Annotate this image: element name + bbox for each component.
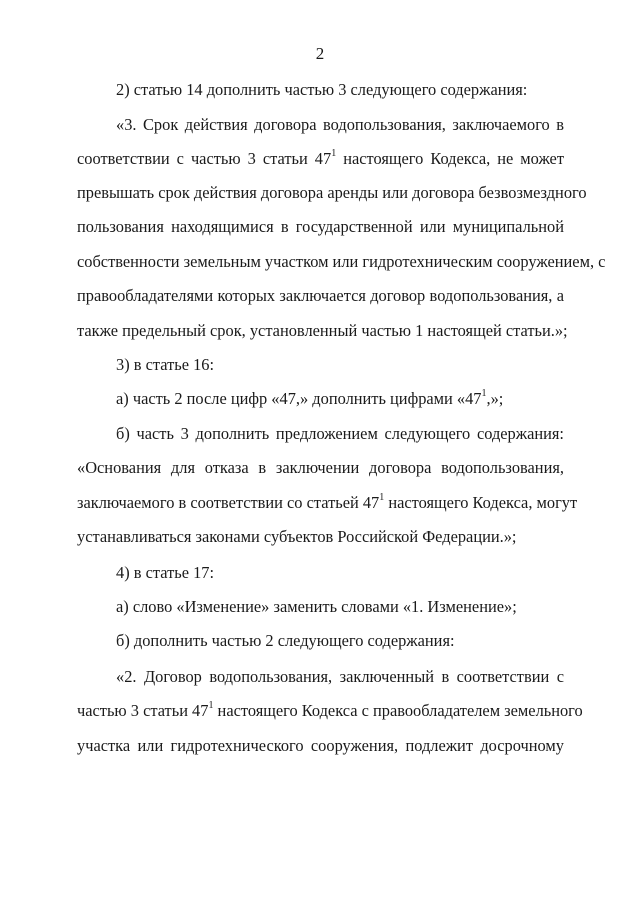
text-line: б) часть 3 дополнить предложением следующего содержания: (116, 424, 564, 443)
text-fragment: заключаемого в соответствии со статьей 47 (77, 493, 380, 512)
text-line: б) дополнить частью 2 следующего содержания: (116, 631, 455, 650)
superscript: 1 (379, 491, 385, 503)
text-fragment: настоящего Кодекса, не может (336, 149, 564, 168)
text-line: а) слово «Изменение» заменить словами «1. Изменение»; (116, 597, 517, 616)
text-fragment: а) часть 2 после цифр «47,» дополнить цифрами «47 (116, 389, 482, 408)
text-line: собственности земельным участком или гидротехническим сооружением, с (77, 252, 606, 271)
text-line: также предельный срок, установленный частью 1 настоящей статьи.»; (77, 321, 568, 340)
text-line (77, 699, 583, 721)
text-fragment: настоящего Кодекса с правообладателем земельного (213, 701, 583, 720)
superscript: 1 (331, 147, 337, 159)
text-line: пользования находящимися в государственной или муниципальной (77, 217, 564, 236)
text-line: «3. Срок действия договора водопользования, заключаемого в (116, 115, 564, 134)
text-line: 3) в статье 16: (116, 355, 215, 374)
text-line: устанавливаться законами субъектов Российской Федерации.»; (77, 527, 517, 546)
superscript: 1 (481, 387, 487, 399)
text-line (116, 389, 564, 409)
text-line (77, 149, 564, 169)
text-line: участка или гидротехнического сооружения, подлежит досрочному (77, 736, 564, 755)
text-line: 2) статью 14 дополнить частью 3 следующего содержания: (116, 80, 528, 99)
page-number: 2 (315, 44, 325, 63)
text-fragment: ,»; (486, 389, 504, 408)
text-line: «Основания для отказа в заключении договора водопользования, (77, 458, 564, 477)
text-line: правообладателями которых заключается договор водопользования, а (77, 286, 564, 305)
text-line: 4) в статье 17: (116, 563, 215, 582)
text-fragment: соответствии с частью 3 статьи 47 (77, 149, 332, 168)
text-line: «2. Договор водопользования, заключенный в соответствии с (116, 667, 564, 686)
superscript: 1 (208, 699, 214, 711)
text-line (77, 491, 578, 513)
text-fragment: частью 3 статьи 47 (77, 701, 209, 720)
text-line: превышать срок действия договора аренды или договора безвозмездного (77, 183, 587, 202)
text-fragment: настоящего Кодекса, могут (384, 493, 578, 512)
